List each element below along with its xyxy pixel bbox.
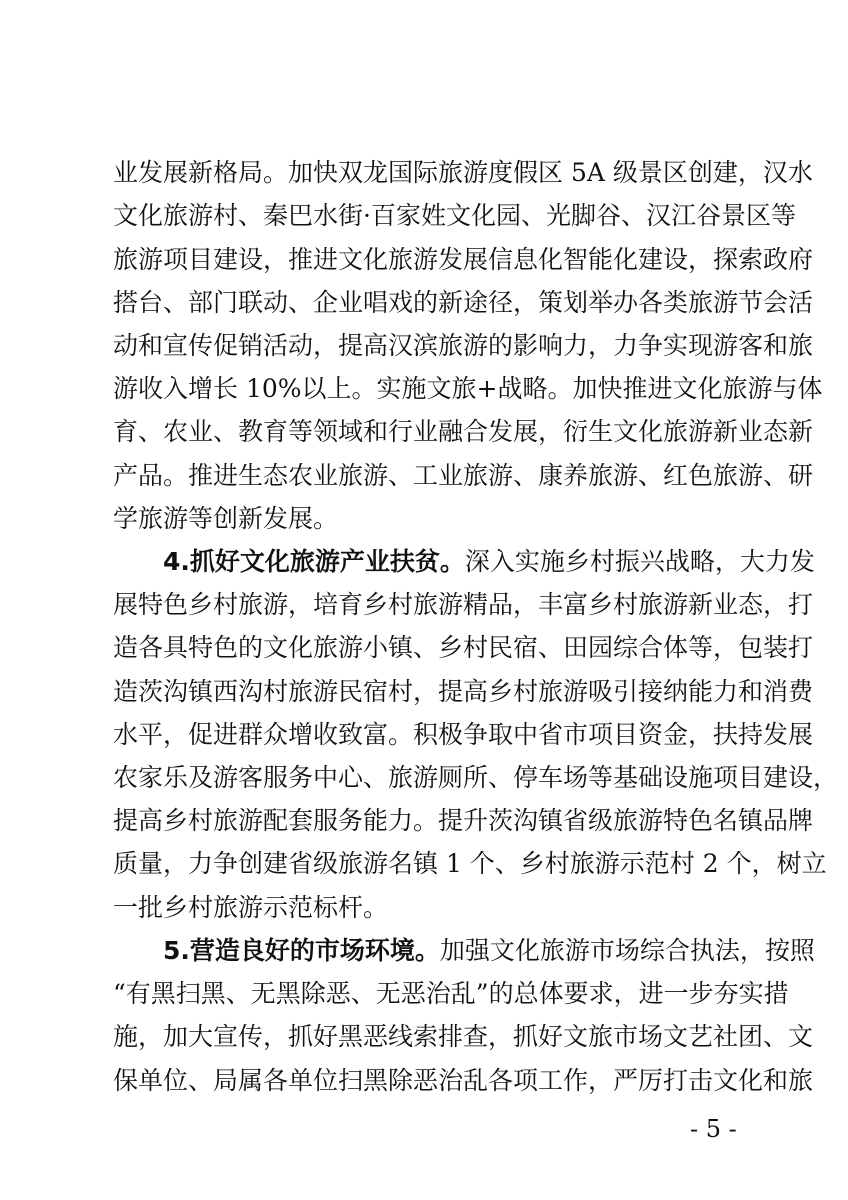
paragraph-line: 文化旅游村、秦巴水街·百家姓文化园、光脚谷、汉江谷景区等: [113, 201, 796, 230]
section-5-first-line-text: 加强文化旅游市场综合执法，按照: [439, 936, 815, 965]
paragraph-line: 动和宣传促销活动，提高汉滨旅游的影响力，力争实现游客和旅: [113, 331, 814, 360]
paragraph-line: 造茨沟镇西沟村旅游民宿村，提高乡村旅游吸引接纳能力和消费: [113, 677, 814, 706]
section-5-first-line: [163, 936, 815, 966]
paragraph-line: 搭台、部门联动、企业唱戏的新途径，策划举办各类旅游节会活: [113, 288, 814, 317]
paragraph-line: 质量，力争创建省级旅游名镇 1 个、乡村旅游示范村 2 个，树立: [113, 849, 827, 878]
paragraph-line: 一批乡村旅游示范标杆。: [113, 893, 389, 922]
paragraph-line: “有黑扫黑、无黑除恶、无恶治乱”的总体要求，进一步夯实措: [113, 979, 789, 1008]
paragraph-line: 保单位、局属各单位扫黑除恶治乱各项工作，严厉打击文化和旅: [113, 1066, 814, 1095]
paragraph-line: 育、农业、教育等领域和行业融合发展，衍生文化旅游新业态新: [113, 417, 814, 446]
paragraph-line: 施，加大宣传，抓好黑恶线索排查，抓好文旅市场文艺社团、文: [113, 1022, 814, 1051]
paragraph-line: 业发展新格局。加快双龙国际旅游度假区 5A 级景区创建，汉水: [113, 158, 813, 187]
paragraph-line: 产品。推进生态农业旅游、工业旅游、康养旅游、红色旅游、研: [113, 461, 814, 490]
section-4-first-line-text: 深入实施乡村振兴战略，大力发: [464, 547, 815, 576]
paragraph-line: 旅游项目建设，推进文化旅游发展信息化智能化建设，探索政府: [113, 245, 814, 274]
paragraph-line: 造各具特色的文化旅游小镇、乡村民宿、田园综合体等，包装打: [113, 633, 814, 662]
section-4-heading: 4.抓好文化旅游产业扶贫。: [163, 547, 465, 576]
page-number: - 5 -: [690, 1115, 737, 1143]
paragraph-line: 游收入增长 10%以上。实施文旅+战略。加快推进文化旅游与体: [113, 374, 823, 403]
paragraph-line: 学旅游等创新发展。: [113, 504, 339, 533]
section-5-heading: 5.营造良好的市场环境。: [163, 936, 440, 965]
paragraph-line: 水平，促进群众增收致富。积极争取中省市项目资金，扶持发展: [113, 720, 814, 749]
paragraph-line: 展特色乡村旅游，培育乡村旅游精品，丰富乡村旅游新业态，打: [113, 590, 814, 619]
paragraph-line: 提高乡村旅游配套服务能力。提升茨沟镇省级旅游特色名镇品牌: [113, 806, 814, 835]
paragraph-line: 农家乐及游客服务中心、旅游厕所、停车场等基础设施项目建设，: [113, 763, 839, 792]
section-4-first-line: [163, 547, 815, 577]
